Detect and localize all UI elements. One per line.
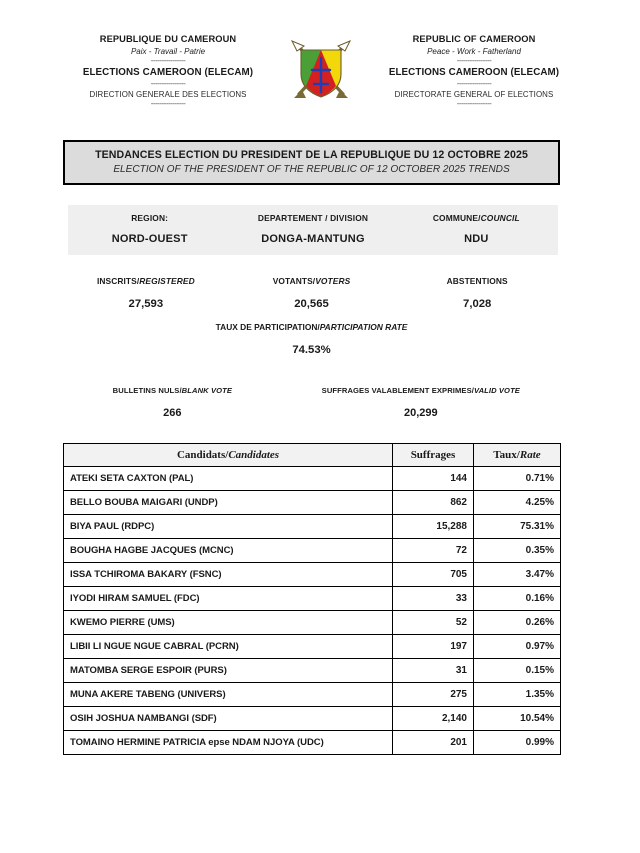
document-title-box: [63, 140, 560, 185]
candidate-rate: 0.99%: [474, 731, 561, 755]
blank-vote-label: BULLETINS NULS/BLANK VOTE: [112, 386, 233, 395]
table-row: [64, 587, 561, 611]
stat-registered: [63, 276, 229, 310]
table-row: [64, 539, 561, 563]
column-header-rate: Taux/Rate: [474, 444, 561, 467]
candidate-rate: 75.31%: [474, 515, 561, 539]
table-row: [64, 659, 561, 683]
location-region: [68, 205, 231, 255]
candidate-name: IYODI HIRAM SAMUEL (FDC): [64, 587, 393, 611]
council-value: NDU: [464, 233, 489, 245]
header-elecam-en: ELECTIONS CAMEROON (ELECAM): [388, 67, 560, 79]
candidate-name: KWEMO PIERRE (UMS): [64, 611, 393, 635]
turnout-stats: [63, 276, 560, 310]
participation-label: TAUX DE PARTICIPATION/PARTICIPATION RATE: [215, 322, 408, 332]
region-value: NORD-OUEST: [111, 233, 188, 245]
header-directorate-en: DIRECTORATE GENERAL OF ELECTIONS: [394, 89, 554, 99]
table-row: [64, 731, 561, 755]
table-row: [64, 611, 561, 635]
table-header-row: [64, 444, 561, 467]
header-country-fr: REPUBLIQUE DU CAMEROUN: [99, 34, 237, 44]
header-divider-2-fr: ----------------: [150, 78, 186, 88]
candidate-name: BIYA PAUL (RDPC): [64, 515, 393, 539]
candidate-votes: 52: [393, 611, 474, 635]
candidate-votes: 201: [393, 731, 474, 755]
blank-vote-value: 266: [163, 407, 182, 419]
stat-abstentions: [394, 276, 560, 310]
valid-vote-block: [282, 386, 560, 419]
candidate-rate: 0.15%: [474, 659, 561, 683]
candidate-votes: 862: [393, 491, 474, 515]
candidate-votes: 31: [393, 659, 474, 683]
header-elecam-fr: ELECTIONS CAMEROON (ELECAM): [82, 67, 254, 79]
header-motto-en: Peace - Work - Fatherland: [427, 46, 521, 56]
registered-label: INSCRITS/REGISTERED: [96, 276, 195, 286]
abstentions-value: 7,028: [463, 298, 492, 310]
candidate-rate: 0.97%: [474, 635, 561, 659]
candidate-rate: 0.35%: [474, 539, 561, 563]
title-french: TENDANCES ELECTION DU PRESIDENT DE LA REPUBLIQUE DU 12 OCTOBRE 2025: [95, 149, 528, 161]
table-body: [64, 467, 561, 755]
location-division: [231, 205, 394, 255]
header-motto-fr: Paix - Travail - Patrie: [130, 46, 206, 56]
candidate-name: MUNA AKERE TABENG (UNIVERS): [64, 683, 393, 707]
valid-vote-value: 20,299: [404, 407, 438, 419]
valid-vote-label: SUFFRAGES VALABLEMENT EXPRIMES/VALID VOTE: [321, 386, 520, 395]
vote-breakdown: [63, 386, 560, 419]
candidate-rate: 1.35%: [474, 683, 561, 707]
candidate-votes: 144: [393, 467, 474, 491]
candidate-rate: 0.16%: [474, 587, 561, 611]
header-divider-2-en: ----------------: [456, 78, 492, 88]
column-header-votes: Suffrages: [393, 444, 474, 467]
candidate-name: BELLO BOUBA MAIGARI (UNDP): [64, 491, 393, 515]
abstentions-label: ABSTENTIONS: [446, 276, 508, 286]
candidate-name: OSIH JOSHUA NAMBANGI (SDF): [64, 707, 393, 731]
council-label: COMMUNE/COUNCIL: [432, 213, 520, 223]
document-header: [0, 0, 640, 108]
candidate-results-table: [63, 443, 561, 755]
voters-value: 20,565: [294, 298, 329, 310]
participation-value: 74.53%: [292, 344, 331, 356]
participation-rate-block: [63, 322, 560, 356]
header-directorate-fr: DIRECTION GENERALE DES ELECTIONS: [89, 89, 247, 99]
candidate-name: MATOMBA SERGE ESPOIR (PURS): [64, 659, 393, 683]
table-row: [64, 635, 561, 659]
blank-vote-block: [63, 386, 282, 419]
title-english: ELECTION OF THE PRESIDENT OF THE REPUBLIC OF 12 OCTOBER 2025 TRENDS: [113, 164, 510, 175]
table-row: [64, 683, 561, 707]
candidate-name: BOUGHA HAGBE JACQUES (MCNC): [64, 539, 393, 563]
candidate-votes: 15,288: [393, 515, 474, 539]
header-country-en: REPUBLIC OF CAMEROON: [412, 34, 536, 44]
candidate-votes: 197: [393, 635, 474, 659]
registered-value: 27,593: [128, 298, 164, 310]
candidate-rate: 0.71%: [474, 467, 561, 491]
table-row: [64, 491, 561, 515]
candidate-rate: 3.47%: [474, 563, 561, 587]
candidate-rate: 10.54%: [474, 707, 561, 731]
table-row: [64, 515, 561, 539]
candidate-name: ISSA TCHIROMA BAKARY (FSNC): [64, 563, 393, 587]
table-row: [64, 707, 561, 731]
header-divider-1-fr: ----------------: [150, 56, 186, 66]
candidate-name: TOMAINO HERMINE PATRICIA epse NDAM NJOYA (UDC): [64, 731, 393, 755]
voters-label: VOTANTS/VOTERS: [272, 276, 351, 286]
coat-of-arms-icon: [288, 36, 354, 108]
candidate-rate: 0.26%: [474, 611, 561, 635]
table-row: [64, 467, 561, 491]
candidate-votes: 33: [393, 587, 474, 611]
division-value: DONGA-MANTUNG: [261, 233, 365, 245]
candidate-votes: 72: [393, 539, 474, 563]
location-council: [395, 205, 558, 255]
candidate-name: ATEKI SETA CAXTON (PAL): [64, 467, 393, 491]
header-divider-1-en: ----------------: [456, 56, 492, 66]
header-divider-3-en: ----------------: [456, 99, 492, 109]
column-header-candidates: Candidats/Candidates: [64, 444, 393, 467]
results-table-wrapper: [63, 443, 560, 755]
candidate-rate: 4.25%: [474, 491, 561, 515]
header-english-block: [368, 34, 580, 108]
candidate-votes: 705: [393, 563, 474, 587]
stat-voters: [229, 276, 395, 310]
header-french-block: [62, 34, 274, 108]
location-band: [68, 205, 558, 255]
candidate-votes: 2,140: [393, 707, 474, 731]
header-divider-3-fr: ----------------: [150, 99, 186, 109]
region-label: REGION:: [131, 213, 169, 223]
candidate-name: LIBII LI NGUE NGUE CABRAL (PCRN): [64, 635, 393, 659]
candidate-votes: 275: [393, 683, 474, 707]
table-row: [64, 563, 561, 587]
division-label: DEPARTEMENT / DIVISION: [257, 213, 369, 223]
